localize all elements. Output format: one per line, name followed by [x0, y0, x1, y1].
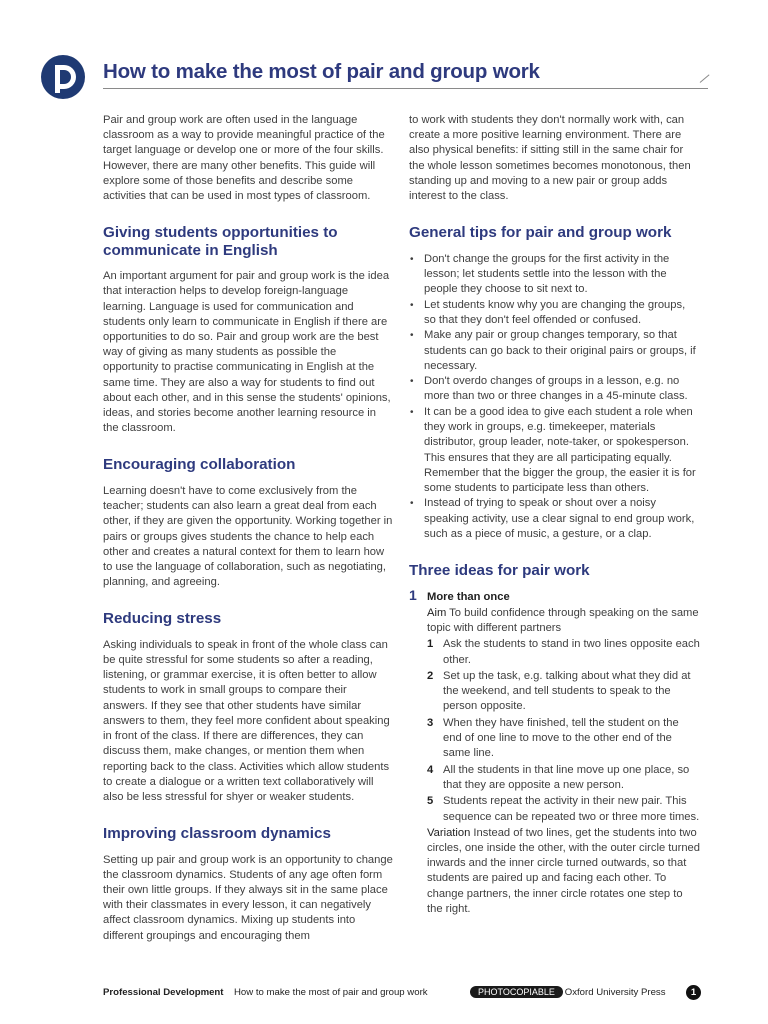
title-rule-tick	[700, 74, 710, 82]
step-number: 3	[427, 716, 434, 729]
publisher-logo-icon	[40, 54, 86, 100]
activity-number: 1	[409, 586, 417, 603]
photocopiable-badge: PHOTOCOPIABLE	[470, 986, 563, 998]
page-number: 1	[686, 985, 701, 1000]
ideas-heading: Three ideas for pair work	[409, 562, 590, 580]
step-text: When they have finished, tell the student on the end of one line to move to the other end of the same line.	[443, 716, 679, 760]
left-column	[103, 113, 394, 944]
variation-text: Instead of two lines, get the students into two circles, one inside the other, with the outer circle turned inwards and the inner circle turned outwards, so that students are paired up and facing each other. To change partners, the inner circle rotates one step to the right.	[427, 826, 700, 915]
tip-item: • Don't change the groups for the first activity in the lesson; let students settle into the lesson with the people they choose to sit next to.	[409, 252, 700, 298]
variation-label: Variation	[427, 826, 471, 839]
footer-doc-title: How to make the most of pair and group work	[234, 987, 428, 998]
step-item	[427, 637, 700, 668]
step-item	[427, 763, 700, 794]
aim-label: Aim	[427, 606, 447, 619]
intro-paragraph: Pair and group work are often used in the language classroom as a way to provide meaningful practice of the target language or develop one or more of the four skills. However, there are many other benefits. This guide will explore some of those benefits and describe some activities that can be used in most types of classroom.	[103, 114, 385, 203]
section-body-collaboration: Learning doesn't have to come exclusively from the teacher; students can also learn a great deal from each other, if they are given the opportunity. Working together in pairs or groups gives students the chance to help each other and creates a natural context for them to learn how to use the language of collaboration, such as negotiating, planning, and agreeing.	[103, 484, 393, 589]
title-rule	[103, 88, 708, 89]
step-number: 1	[427, 638, 434, 651]
tip-item: • Make any pair or group changes temporary, so that students can go back to their original pairs or groups, if necessary.	[409, 328, 700, 374]
right-column	[409, 113, 700, 917]
step-text: Set up the task, e.g. talking about what they did at the weekend, and tell students to speak to the person opposite.	[443, 669, 691, 713]
tip-item: • Instead of trying to speak or shout over a noisy speaking activity, use a clear signal to end group work, such as a piece of music, a gesture, or a clap.	[409, 496, 700, 542]
step-text: All the students in that line move up one place, so that they are opposite a new person.	[443, 763, 690, 791]
section-body-stress: Asking individuals to speak in front of the whole class can be quite stressful for some students so after a reading, listening, or grammar exercise, it is often better to allow students to work in small groups to compare their answers. If they see that other students have similar answers to them, they feel more confident about speaking in front of the class. If there are differences, they can discuss them, make changes, or mention them when reporting back to the class. Activities which allow students to create a dialogue or a written text collaboratively will also be less stressful for shyer or weaker students.	[103, 638, 390, 803]
step-item	[427, 794, 700, 825]
activity-variation	[409, 826, 700, 917]
activity-title: More than once	[427, 590, 510, 603]
section-heading-stress: Reducing stress	[103, 610, 222, 628]
step-text: Ask the students to stand in two lines opposite each other.	[443, 638, 700, 666]
continuation-paragraph: to work with students they don't normally work with, can create a more positive learning environment. There are also physical benefits: if sitting still in the same chair for the whole lesson sometimes becomes monotonous, then standing up and moving to a new pair or group adds interest to the class.	[409, 114, 691, 203]
activity-header	[409, 587, 700, 603]
step-item	[427, 716, 700, 762]
tip-item: • Let students know why you are changing the groups, so that they don't feel offended or confused.	[409, 298, 700, 329]
activity-steps	[409, 637, 700, 825]
activity-aim	[409, 606, 700, 636]
footer-series: Professional Development	[103, 987, 224, 998]
section-heading-dynamics: Improving classroom dynamics	[103, 825, 331, 843]
step-number: 2	[427, 669, 434, 682]
page-footer	[103, 986, 703, 1002]
step-text: Students repeat the activity in their new pair. This sequence can be repeated two or three more times.	[443, 795, 700, 823]
tip-item: • Don't overdo changes of groups in a lesson, e.g. no more than two or three changes in a 45-minute class.	[409, 374, 700, 405]
step-item	[427, 669, 700, 715]
section-body-communicate: An important argument for pair and group work is the idea that interaction helps to develop foreign-language learning. Language is used for communication and students only learn to communicate in English if there are opportunities to do so. Pair and group work are the best way of giving as many students as possible the opportunity to practise communicating in English at the same time. They are also a way for students to find out about each other, and in this sense the students' opinions, ideas, and stories become another learning resource in the classroom.	[103, 270, 391, 435]
tips-heading: General tips for pair and group work	[409, 224, 672, 242]
step-number: 4	[427, 763, 434, 776]
footer-copyright: © Oxford University Press	[555, 987, 666, 998]
page-title: How to make the most of pair and group work	[103, 60, 540, 83]
tip-item: • It can be a good idea to give each student a role when they work in groups, e.g. timekeeper, materials distributor, group leader, note-taker, or spokesperson. This ensures that they are all participating equally. Remember that the bigger the group, the easier it is for some students to participate less than others.	[409, 405, 700, 497]
tips-list	[409, 252, 700, 543]
step-number: 5	[427, 795, 434, 808]
aim-text: To build confidence through speaking on the same topic with different partners	[427, 606, 699, 635]
section-heading-collaboration: Encouraging collaboration	[103, 456, 296, 474]
section-body-dynamics: Setting up pair and group work is an opportunity to change the classroom dynamics. Students of any age often form their own little groups. If they always sit in the same place with their classmates in every lesson, it can negatively affect classroom dynamics. Mixing up students into different groupings and encouraging them	[103, 853, 393, 942]
section-heading-communicate: Giving students opportunities to communicate in English	[103, 224, 338, 259]
